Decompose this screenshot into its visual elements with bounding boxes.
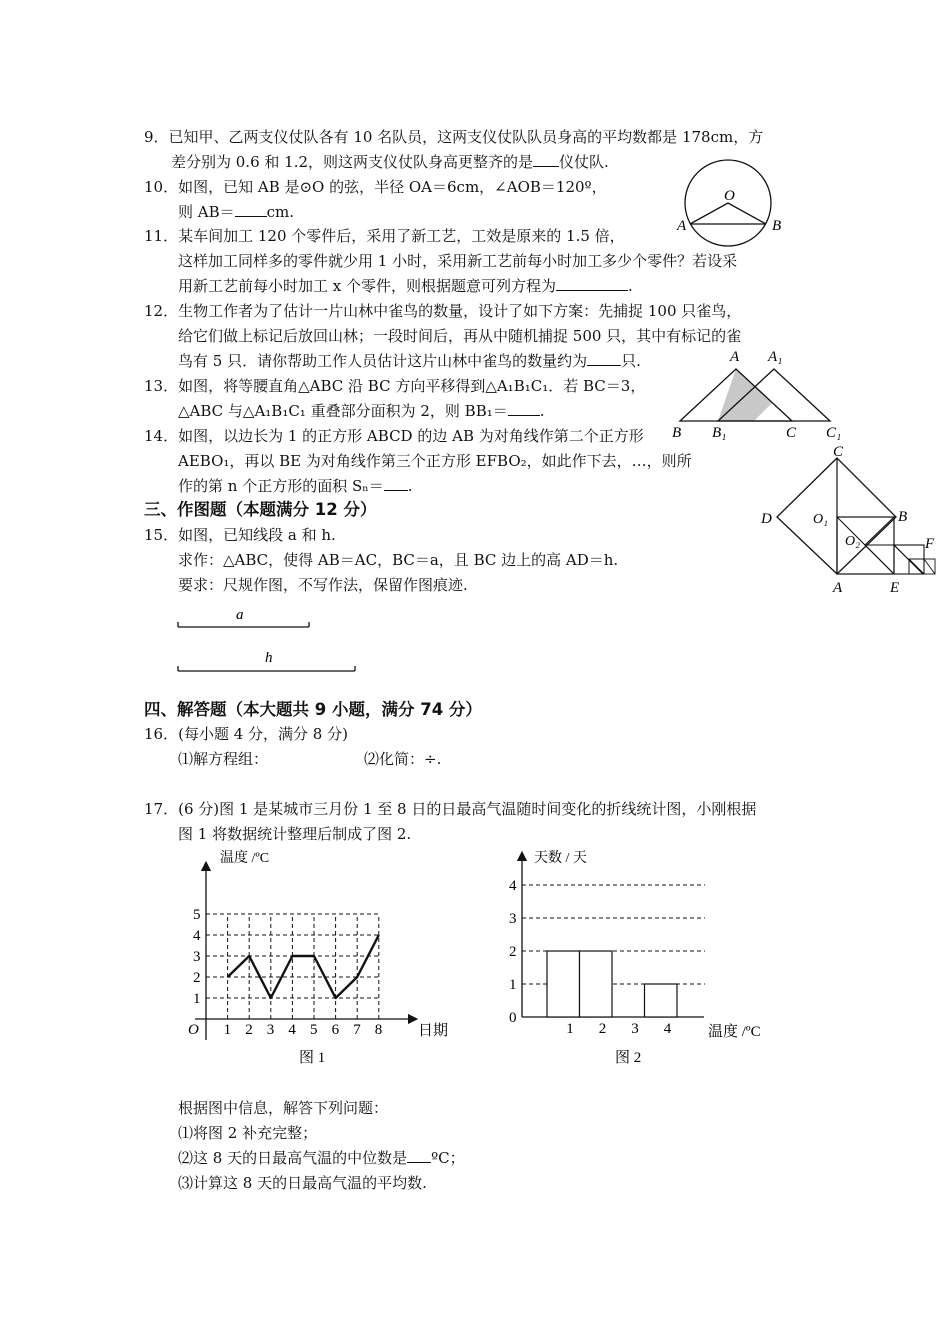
q15-line1: 15．如图，已知线段 a 和 h.	[144, 526, 336, 544]
answer-blank[interactable]	[235, 202, 267, 217]
section-4-heading: 四、解答题（本大题共 9 小题，满分 74 分）	[144, 700, 482, 719]
label-b: B	[898, 509, 908, 525]
translated-triangles-figure	[670, 345, 850, 445]
q9-line2: 差分别为 0.6 和 1.2，则这两支仪仗队身高更整齐的是 仪仗队.	[171, 153, 609, 171]
x-tick-label: 2	[598, 1021, 607, 1037]
diagonal-7	[924, 559, 935, 574]
label-o1: O₁	[813, 512, 828, 527]
label-a1: A₁	[768, 349, 783, 365]
chart-2-caption: 图 2	[615, 1050, 642, 1066]
x-tick-label: 3	[266, 1022, 275, 1038]
chart-1-xlabel: 日期	[418, 1023, 449, 1039]
q17-line1: 17．(6 分)图 1 是某城市三月份 1 至 8 日的日最高气温随时间变化的折线统计图，小刚根据	[144, 800, 757, 818]
q17-after: 根据图中信息，解答下列问题：	[178, 1099, 389, 1117]
y-tick-label: 2	[509, 944, 517, 960]
q15-line2: 求作：△ABC，使得 AB＝AC，BC＝a，且 BC 边上的高 AD＝h.	[178, 551, 619, 569]
q11-line3: 用新工艺前每小时加工 x 个零件，则根据题意可列方程为 .	[178, 277, 633, 295]
chart-1-grid	[206, 914, 379, 1019]
y-tick-label: 5	[193, 907, 201, 923]
answer-blank[interactable]	[587, 351, 621, 366]
q17-part2: ⑵这 8 天的日最高气温的中位数是 ºC；	[178, 1149, 465, 1167]
x-tick-label: 6	[331, 1022, 340, 1038]
segment-h-label: h	[265, 650, 273, 666]
label-b: B	[772, 218, 782, 234]
y-tick-label: 1	[193, 991, 201, 1007]
diagonal-6	[909, 559, 924, 574]
label-a: A	[833, 580, 843, 596]
q16-part1: ⑴解方程组：	[178, 750, 269, 768]
label-e: E	[890, 580, 900, 596]
chart-1-ylabel: 温度 /ºC	[220, 851, 270, 866]
label-a: A	[730, 349, 740, 365]
y-tick-label: 1	[509, 977, 517, 993]
answer-blank[interactable]	[384, 476, 408, 491]
q16-line1: 16．(每小题 4 分，满分 8 分)	[144, 725, 348, 743]
chart-2-ylabel: 天数 / 天	[534, 851, 587, 866]
q15-line3: 要求：尺规作图，不写作法，保留作图痕迹.	[178, 576, 468, 594]
chart-1-caption: 图 1	[299, 1050, 326, 1066]
q14-line3: 作的第 n 个正方形的面积 Sₙ＝ .	[178, 477, 413, 495]
chart-1-line	[175, 840, 465, 1070]
x-tick-label: 2	[245, 1022, 253, 1038]
label-c: C	[833, 444, 844, 460]
q11-line1: 11．某车间加工 120 个零件后，采用了新工艺，工效是原来的 1.5 倍，	[144, 227, 625, 245]
x-tick-label: 1	[223, 1022, 232, 1038]
given-segments	[170, 600, 370, 680]
label-f: F	[925, 536, 935, 552]
chart-2-xlabel: 温度 /ºC	[708, 1024, 761, 1040]
section-3-heading: 三、作图题（本题满分 12 分）	[144, 500, 377, 519]
q17-part1: ⑴将图 2 补充完整；	[178, 1124, 318, 1142]
answer-blank[interactable]	[556, 276, 628, 291]
q11-line2: 这样加工同样多的零件就少用 1 小时，采用新工艺前每小时加工多少个零件？若设采	[178, 252, 738, 270]
bar	[580, 951, 613, 1017]
q13-line2: △ABC 与△A₁B₁C₁ 重叠部分面积为 2，则 BB₁＝ .	[178, 402, 545, 420]
q10-line1: 10．如图，已知 AB 是⊙O 的弦，半径 OA＝6cm，∠AOB＝120º，	[144, 178, 607, 196]
answer-blank[interactable]	[533, 152, 559, 167]
circle-figure	[670, 160, 780, 255]
q12-line1: 12．生物工作者为了估计一片山林中雀鸟的数量，设计了如下方案：先捕捉 100 只雀鸟，	[144, 302, 742, 320]
temperature-line	[228, 935, 379, 998]
x-tick-label: 5	[310, 1022, 318, 1038]
bar	[645, 984, 678, 1017]
q12-line2: 给它们做上标记后放回山林；一段时间后，再从中随机捕捉 500 只，其中有标记的雀	[178, 327, 742, 345]
label-a: A	[677, 218, 687, 234]
q13-line1: 13．如图，将等腰直角△ABC 沿 BC 方向平移得到△A₁B₁C₁．若 BC＝3，	[144, 377, 646, 395]
y-tick-label: 4	[193, 928, 201, 944]
y-tick-label: 4	[509, 878, 517, 894]
chart-2-bar	[500, 840, 780, 1070]
y-tick-label: 2	[193, 970, 201, 986]
nested-squares-figure	[755, 440, 945, 600]
x-tick-label: 3	[631, 1021, 639, 1037]
answer-blank[interactable]	[508, 401, 540, 416]
radius-lines	[690, 203, 766, 224]
label-o2: O₂	[845, 534, 860, 549]
q10-line2: 则 AB＝ cm.	[178, 203, 295, 221]
label-d: D	[761, 511, 772, 527]
label-c: C	[786, 425, 797, 441]
x-tick-label: 8	[374, 1022, 383, 1038]
chart-1-origin: O	[188, 1022, 199, 1038]
y-tick-label: 3	[509, 911, 517, 927]
label-c1: C₁	[826, 425, 842, 441]
answer-blank[interactable]	[407, 1148, 431, 1163]
q12-line3: 鸟有 5 只．请你帮助工作人员估计这片山林中雀鸟的数量约为 只.	[178, 352, 641, 370]
segment-a-label: a	[236, 607, 244, 623]
label-b: B	[672, 425, 682, 441]
q17-line2: 图 1 将数据统计整理后制成了图 2.	[178, 825, 412, 843]
q16-part2: ⑵化简：÷.	[364, 750, 442, 768]
x-tick-label: 4	[288, 1022, 296, 1038]
x-tick-label: 4	[663, 1021, 672, 1037]
q9-line1: 9．已知甲、乙两支仪仗队各有 10 名队员，这两支仪仗队队员身高的平均数都是 178cm，方	[144, 128, 764, 146]
label-o: O	[724, 188, 735, 204]
x-tick-label: 7	[353, 1022, 361, 1038]
q14-line1: 14．如图，以边长为 1 的正方形 ABCD 的边 AB 为对角线作第二个正方形	[144, 427, 644, 445]
x-tick-label: 1	[566, 1021, 574, 1037]
q14-line2: AEBO₁，再以 BE 为对角线作第三个正方形 EFBO₂，如此作下去，…，则所	[178, 452, 692, 470]
q17-part3: ⑶计算这 8 天的日最高气温的平均数.	[178, 1174, 427, 1192]
label-b1: B₁	[712, 425, 727, 441]
y-tick-label: 0	[509, 1010, 517, 1026]
y-tick-label: 3	[193, 949, 201, 965]
bar	[547, 951, 580, 1017]
